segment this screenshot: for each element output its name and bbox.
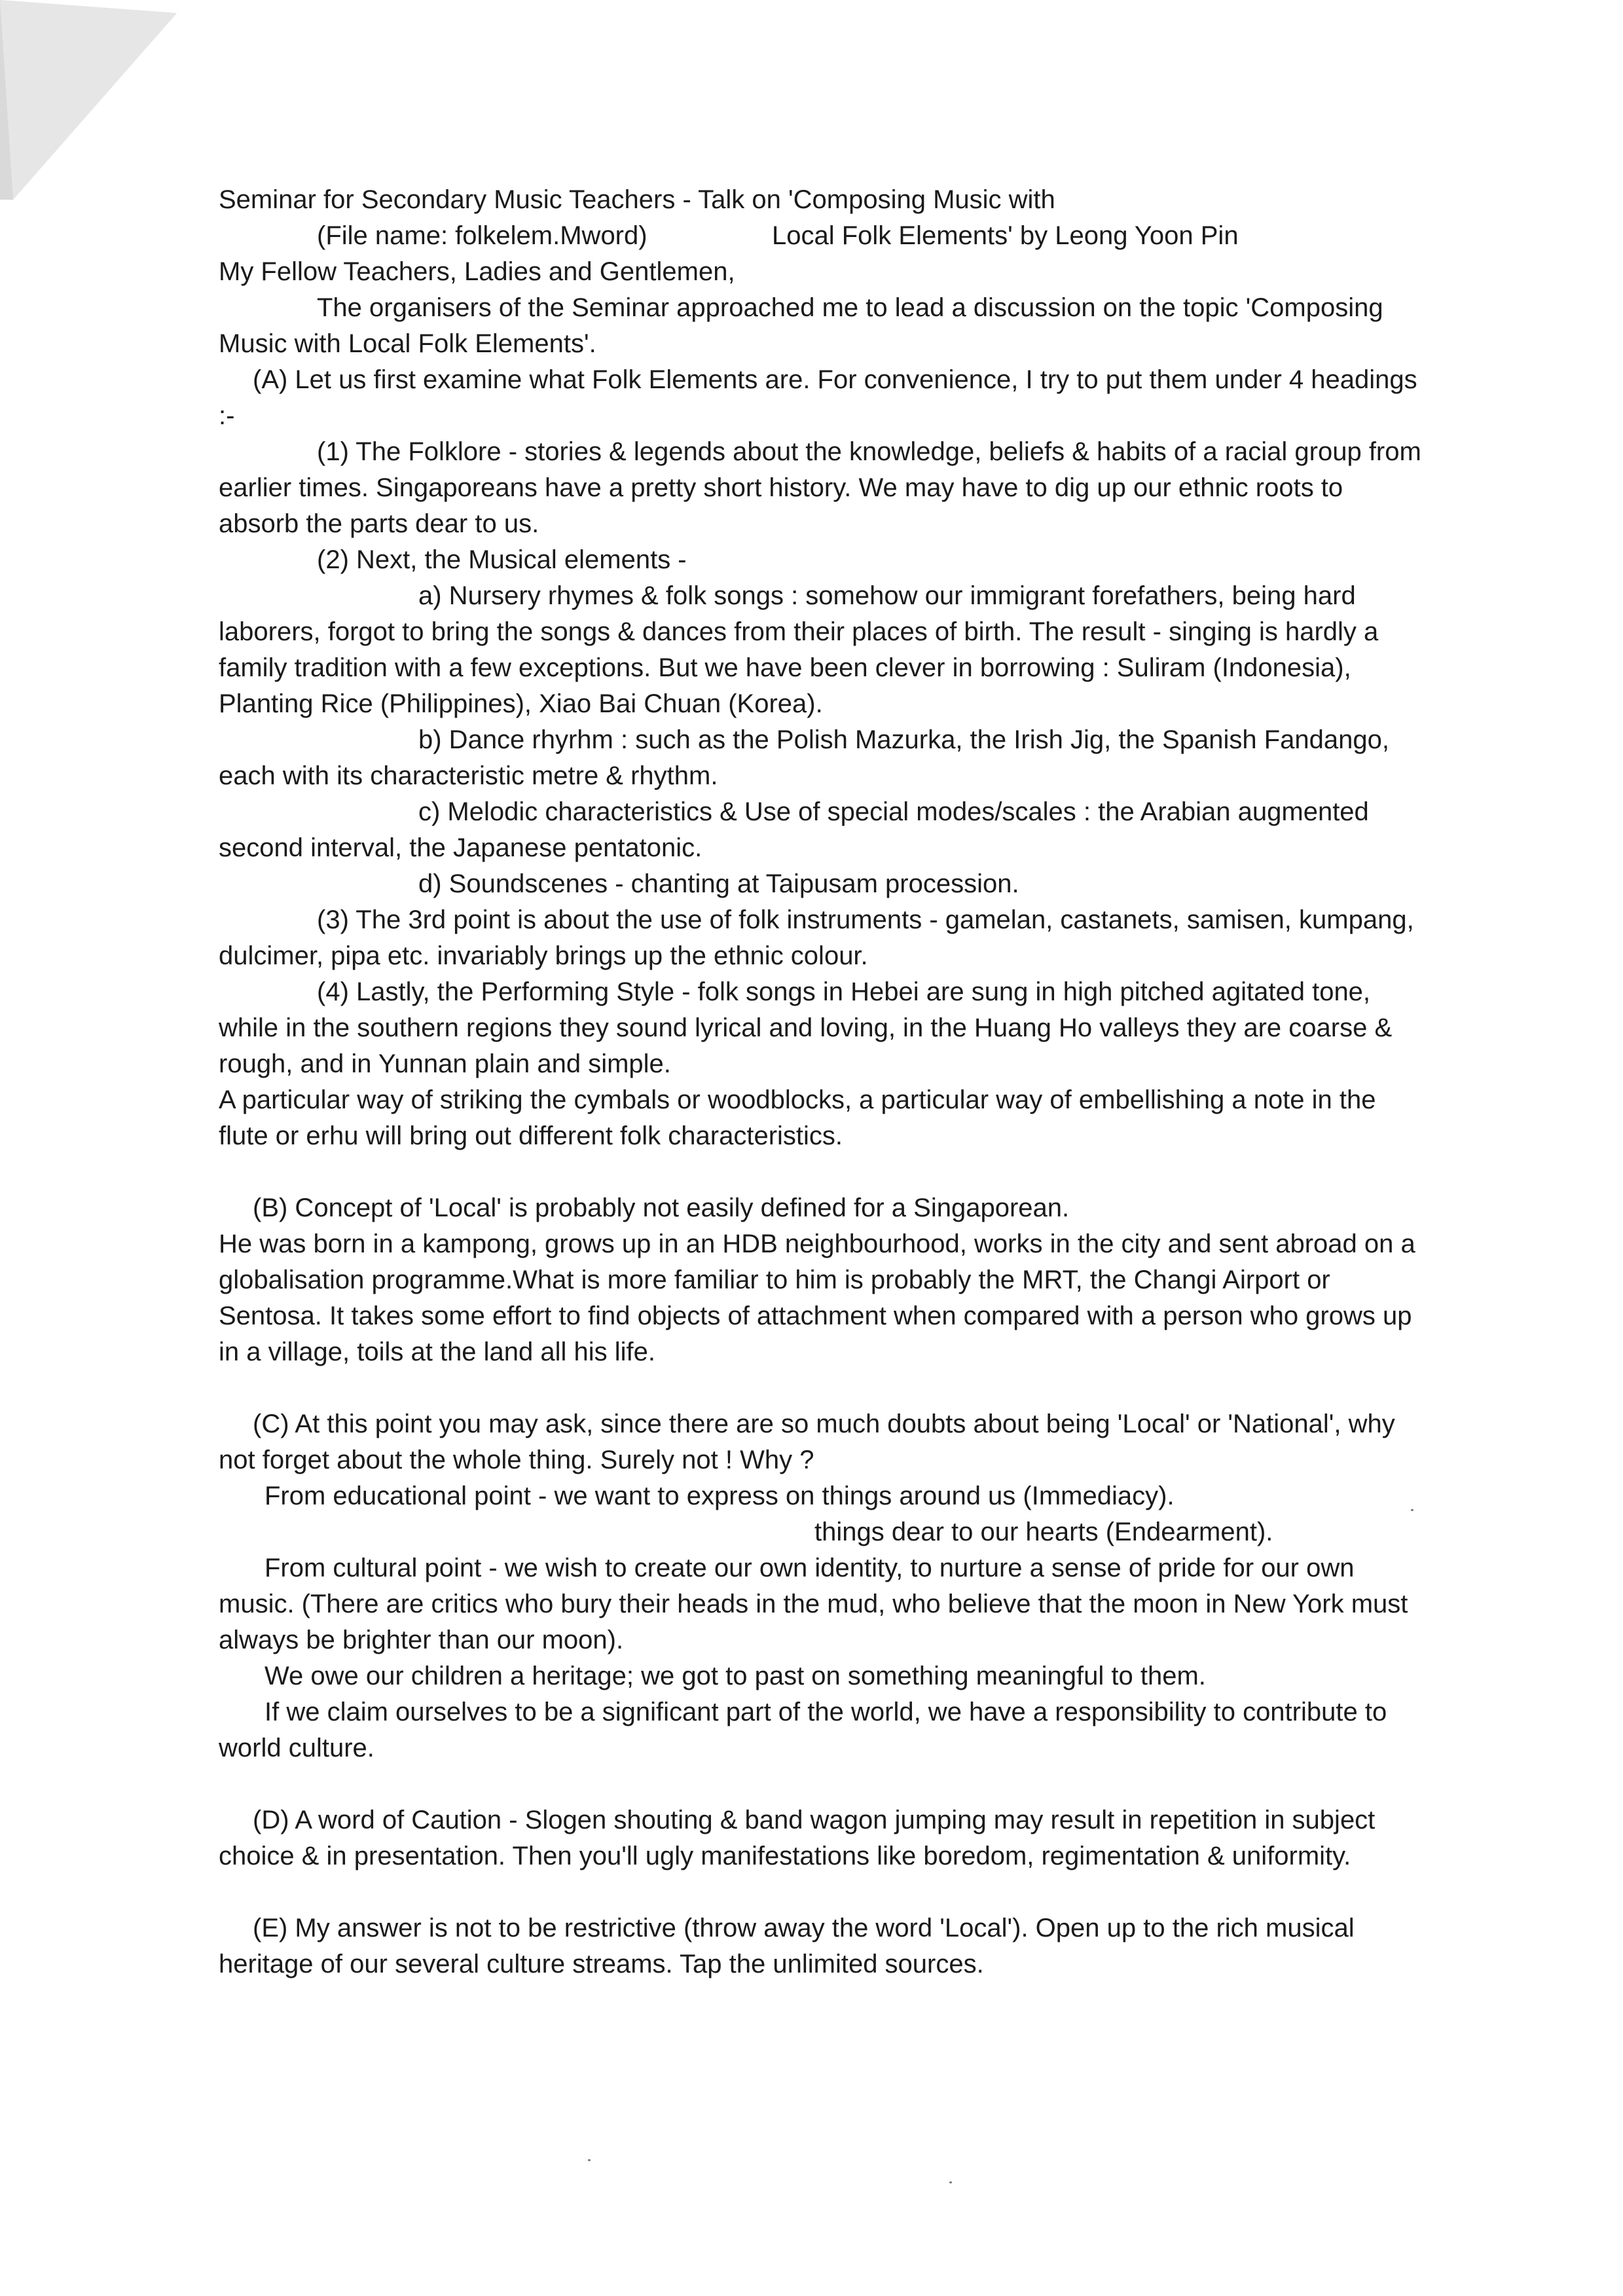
section-a-point-3: (3) The 3rd point is about the use of folk instruments - gamelan, castanets, samisen, kumpang, dulcimer, pipa etc. invariably brings up the ethnic colour. (219, 905, 1414, 970)
scan-speck (949, 2181, 952, 2183)
section-b-intro: (B) Concept of 'Local' is probably not easily defined for a Singaporean. (253, 1194, 1070, 1222)
section-c-cultural: From cultural point - we wish to create our own identity, to nurture a sense of pride for our own music. (There are critics who bury their heads in the mud, who believe that the moon in New York must always be brighter than our moon). (219, 1554, 1408, 1654)
talk-author: Local Folk Elements' by Leong Yoon Pin (772, 221, 1239, 250)
document-page (219, 182, 1423, 1982)
section-a-point-2b: b) Dance rhyrhm : such as the Polish Mazurka, the Irish Jig, the Spanish Fandango, each with its characteristic metre & rhythm. (219, 725, 1389, 790)
intro-paragraph: The organisers of the Seminar approached me to lead a discussion on the topic 'Composing Music with Local Folk Elements'. (219, 293, 1383, 358)
section-c-responsibility: If we claim ourselves to be a significant part of the world, we have a responsibility to contribute to world culture. (219, 1698, 1387, 1762)
section-d: (D) A word of Caution - Slogen shouting & band wagon jumping may result in repetition in subject choice & in presentation. Then you'll ugly manifestations like boredom, regimentation & uniformity. (219, 1806, 1376, 1870)
section-a-point-2d: d) Soundscenes - chanting at Taipusam procession. (418, 869, 1019, 898)
section-c-heritage: We owe our children a heritage; we got to past on something meaningful to them. (264, 1662, 1206, 1690)
section-a-point-4: (4) Lastly, the Performing Style - folk songs in Hebei are sung in high pitched agitated tone, while in the southern regions they sound lyrical and loving, in the Huang Ho valleys they are coarse & rough, and in Yunnan plain and simple. (219, 977, 1393, 1078)
section-c-educational: From educational point - we want to express on things around us (Immediacy). (264, 1482, 1175, 1510)
section-b-body: He was born in a kampong, grows up in an HDB neighbourhood, works in the city and sent abroad on a globalisation programme.What is more familiar to him is probably the MRT, the Changi Airport or Sentosa. It takes some effort to find objects of attachment when compared with a person who grows up in a village, toils at the land all his life. (219, 1230, 1415, 1366)
section-a-point-2c: c) Melodic characteristics & Use of special modes/scales : the Arabian augmented second interval, the Japanese pentatonic. (219, 797, 1369, 862)
section-a-point-2a: a) Nursery rhymes & folk songs : somehow our immigrant forefathers, being hard laborers, forgot to bring the songs & dances from their places of birth. The result - singing is hardly a family tradition with a few exceptions. But we have been clever in borrowing : Suliram (Indonesia), Planting Rice (Philippines), Xiao Bai Chuan (Korea). (219, 581, 1379, 718)
salutation: My Fellow Teachers, Ladies and Gentlemen, (219, 257, 735, 286)
section-a-point-1: (1) The Folklore - stories & legends about the knowledge, beliefs & habits of a racial group from earlier times. Singaporeans have a pretty short history. We may have to dig up our ethnic roots to absorb the parts dear to us. (219, 437, 1421, 538)
scan-corner-fold (0, 0, 183, 210)
section-a-point-2: (2) Next, the Musical elements - (317, 545, 687, 574)
section-e: (E) My answer is not to be restrictive (throw away the word 'Local'). Open up to the rich musical heritage of our several culture streams. Tap the unlimited sources. (219, 1914, 1355, 1978)
section-c-educational-2: things dear to our hearts (Endearment). (814, 1518, 1273, 1546)
file-name: (File name: folkelem.Mword) (317, 221, 647, 250)
scan-speck (1411, 1509, 1413, 1511)
scan-speck (588, 2159, 591, 2161)
section-c-intro: (C) At this point you may ask, since there are so much doubts about being 'Local' or 'National', why not forget about the whole thing. Surely not ! Why ? (219, 1410, 1395, 1474)
section-a-intro: (A) Let us first examine what Folk Elements are. For convenience, I try to put them under 4 headings :- (219, 365, 1417, 430)
header-line-2 (219, 218, 1423, 254)
section-a-point-4-continued: A particular way of striking the cymbals or woodblocks, a particular way of embellishing a note in the flute or erhu will bring out different folk characteristics. (219, 1085, 1376, 1150)
header-line-1: Seminar for Secondary Music Teachers - Talk on 'Composing Music with (219, 185, 1055, 214)
